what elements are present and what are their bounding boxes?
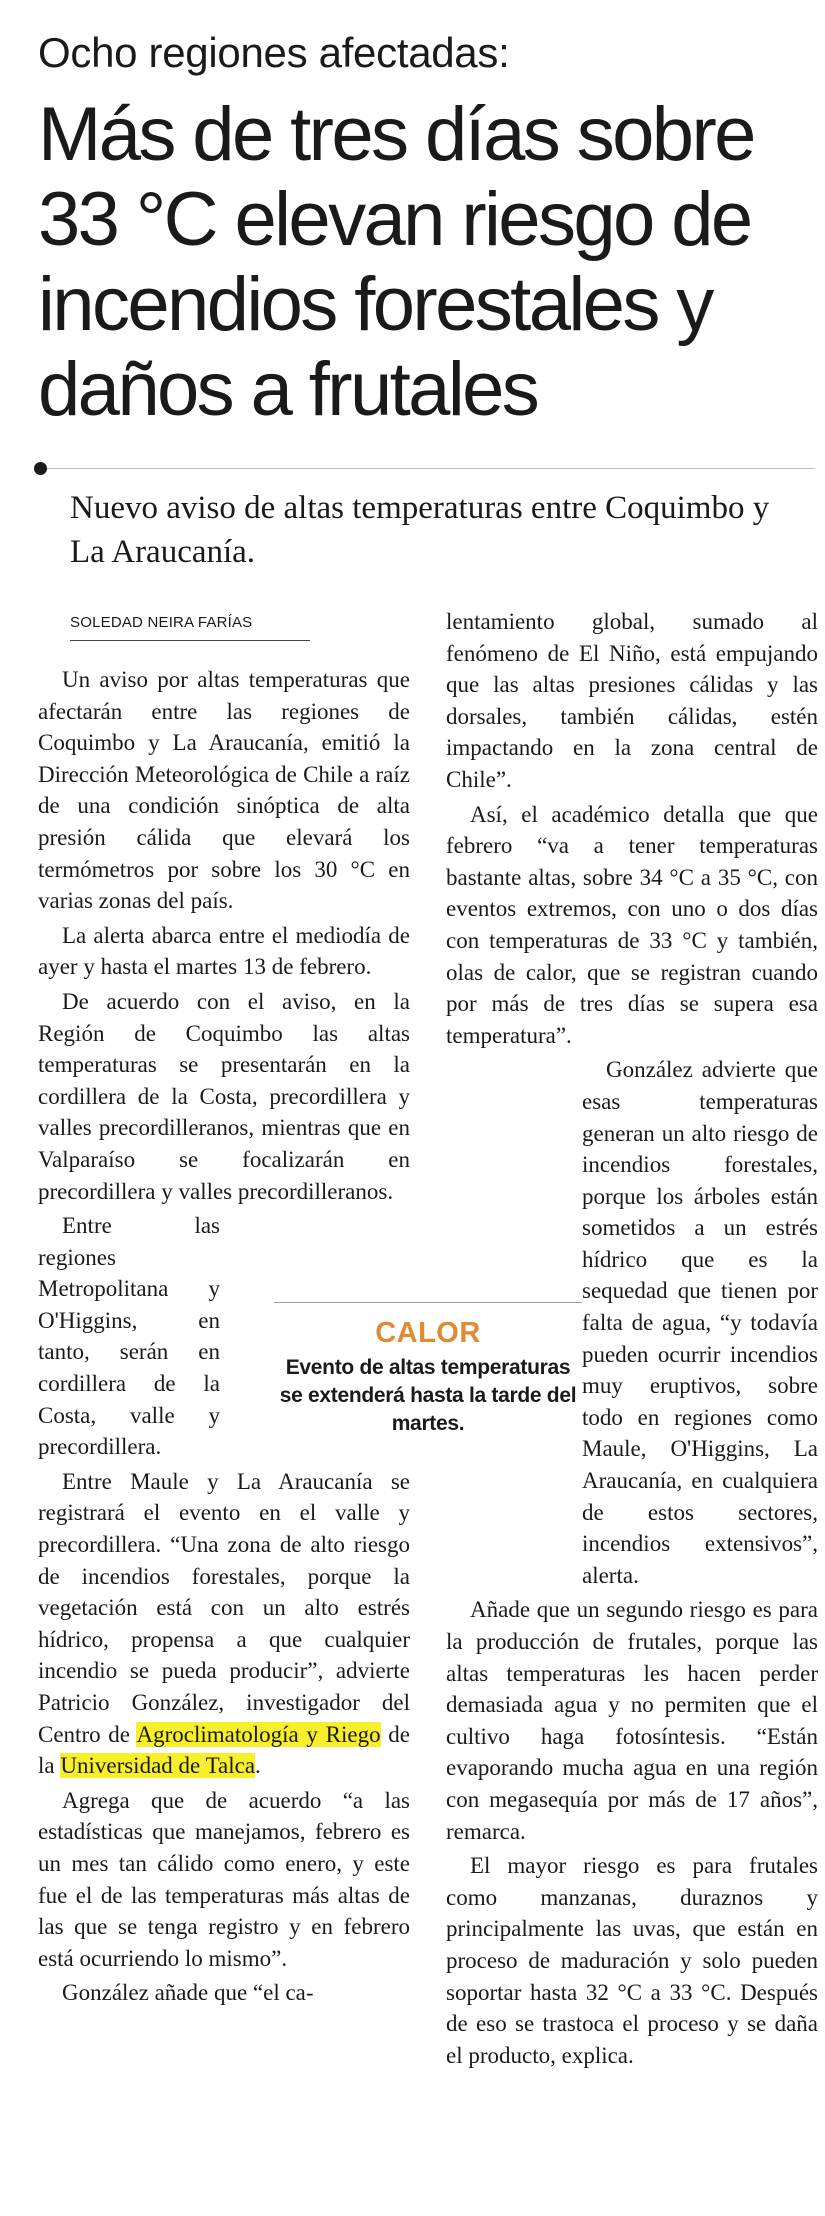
paragraph: Un aviso por altas temperaturas que afectarán entre las regiones de Coquimbo y La Araucanía, emitió la Dirección Meteorológica de Chile a raíz de una condición sinóptica de alta presión cálida que elevará los termómetros por sobre los 30 °C en varias zonas del país.	[38, 667, 410, 914]
paragraph: González añade que “el ca-	[62, 1980, 314, 2006]
paragraph	[38, 1466, 410, 1782]
rule-bullet-icon	[34, 462, 47, 475]
paragraph: Añade que un segundo riesgo es para la producción de frutales, porque las altas temperaturas les hacen perder demasiada agua y no permiten que el cultivo haga fotosíntesis. “Están evaporando mucha agua en una región con megasequía por más de 17 años”, remarca.	[446, 1597, 818, 1844]
paragraph-text: Entre Maule y La Araucanía se registrará el evento en el valle y precordillera. “Una zona de alto riesgo de incendios forestales, porque la vegetación está con un alto estrés hídrico, propensa a que cualquier incendio se pueda producir”, advierte Patricio González, investigador del Centro de	[38, 1468, 410, 1747]
highlighted-text: Universidad de Talca	[60, 1753, 256, 1779]
highlighted-text: Agroclimatología y Riego	[136, 1721, 381, 1747]
paragraph: lentamiento global, sumado al fenómeno de El Niño, está empujando que las altas presiones cálidas y las dorsales, también cálidas, estén impactando en la zona central de Chile”.	[446, 609, 818, 792]
subheadline: Nuevo aviso de altas temperaturas entre Coquimbo y La Araucanía.	[70, 490, 770, 570]
callout-box	[274, 1302, 582, 1438]
paragraph: La alerta abarca entre el mediodía de ayer y hasta el martes 13 de febrero.	[38, 922, 410, 980]
paragraph: Entre las regiones Metropolitana y O'Higgins, en tanto, serán en cordillera de la Costa, valle y precordillera.	[38, 1213, 220, 1460]
paragraph: Así, el académico detalla que que febrero “va a tener temperaturas bastante altas, sobre 34 °C a 35 °C, con eventos extremos, con uno o dos días con temperaturas de 33 °C y también, olas de calor, que se registran cuando por más de tres días se supera esa temperatura”.	[446, 801, 818, 1048]
byline-rule	[70, 640, 310, 641]
byline: SOLEDAD NEIRA FARÍAS	[70, 614, 253, 631]
callout-title: CALOR	[375, 1317, 481, 1349]
paragraph-text: .	[255, 1753, 261, 1779]
paragraph: De acuerdo con el aviso, en la Región de Coquimbo las altas temperaturas se presentarán en la cordillera de la Costa, precordillera y valles precordilleranos, mientras que en Valparaíso se focalizarán en precordillera y valles precordilleranos.	[38, 988, 410, 1204]
callout-text: Evento de altas temperaturas se extenderá hasta la tarde del martes.	[279, 1356, 577, 1435]
paragraph: El mayor riesgo es para frutales como manzanas, duraznos y principalmente las uvas, que están en proceso de maduración y solo pueden soportar hasta 32 °C a 33 °C. Después de eso se trastoca el proceso y se daña el producto, explica.	[446, 1853, 818, 2068]
kicker: Ocho regiones afectadas:	[38, 29, 510, 76]
headline: Más de tres días sobre 33 °C elevan riesgo de incendios forestales y daños a frutales	[38, 92, 754, 432]
section-rule	[40, 468, 815, 469]
paragraph-text: González advierte que esas temperaturas generan un alto riesgo de incendios forestales, porque los árboles están sometidos a un estrés hídrico que es la sequedad que tienen por falta de agua, “y todavía pueden ocurrir incendios muy eruptivos, sobre todo en regiones como Maule, O'Higgins, La Araucanía, en cualquiera de estos sectores, incendios extensivos”, alerta.	[582, 1057, 818, 1588]
paragraph: Agrega que de acuerdo “a las estadísticas que manejamos, febrero es un mes tan cálido como enero, y este fue el de las temperaturas más altas de las que se tenga registro y en febrero está ocurriendo lo mismo”.	[38, 1787, 410, 1971]
paragraph-text: de la	[38, 1721, 411, 1779]
